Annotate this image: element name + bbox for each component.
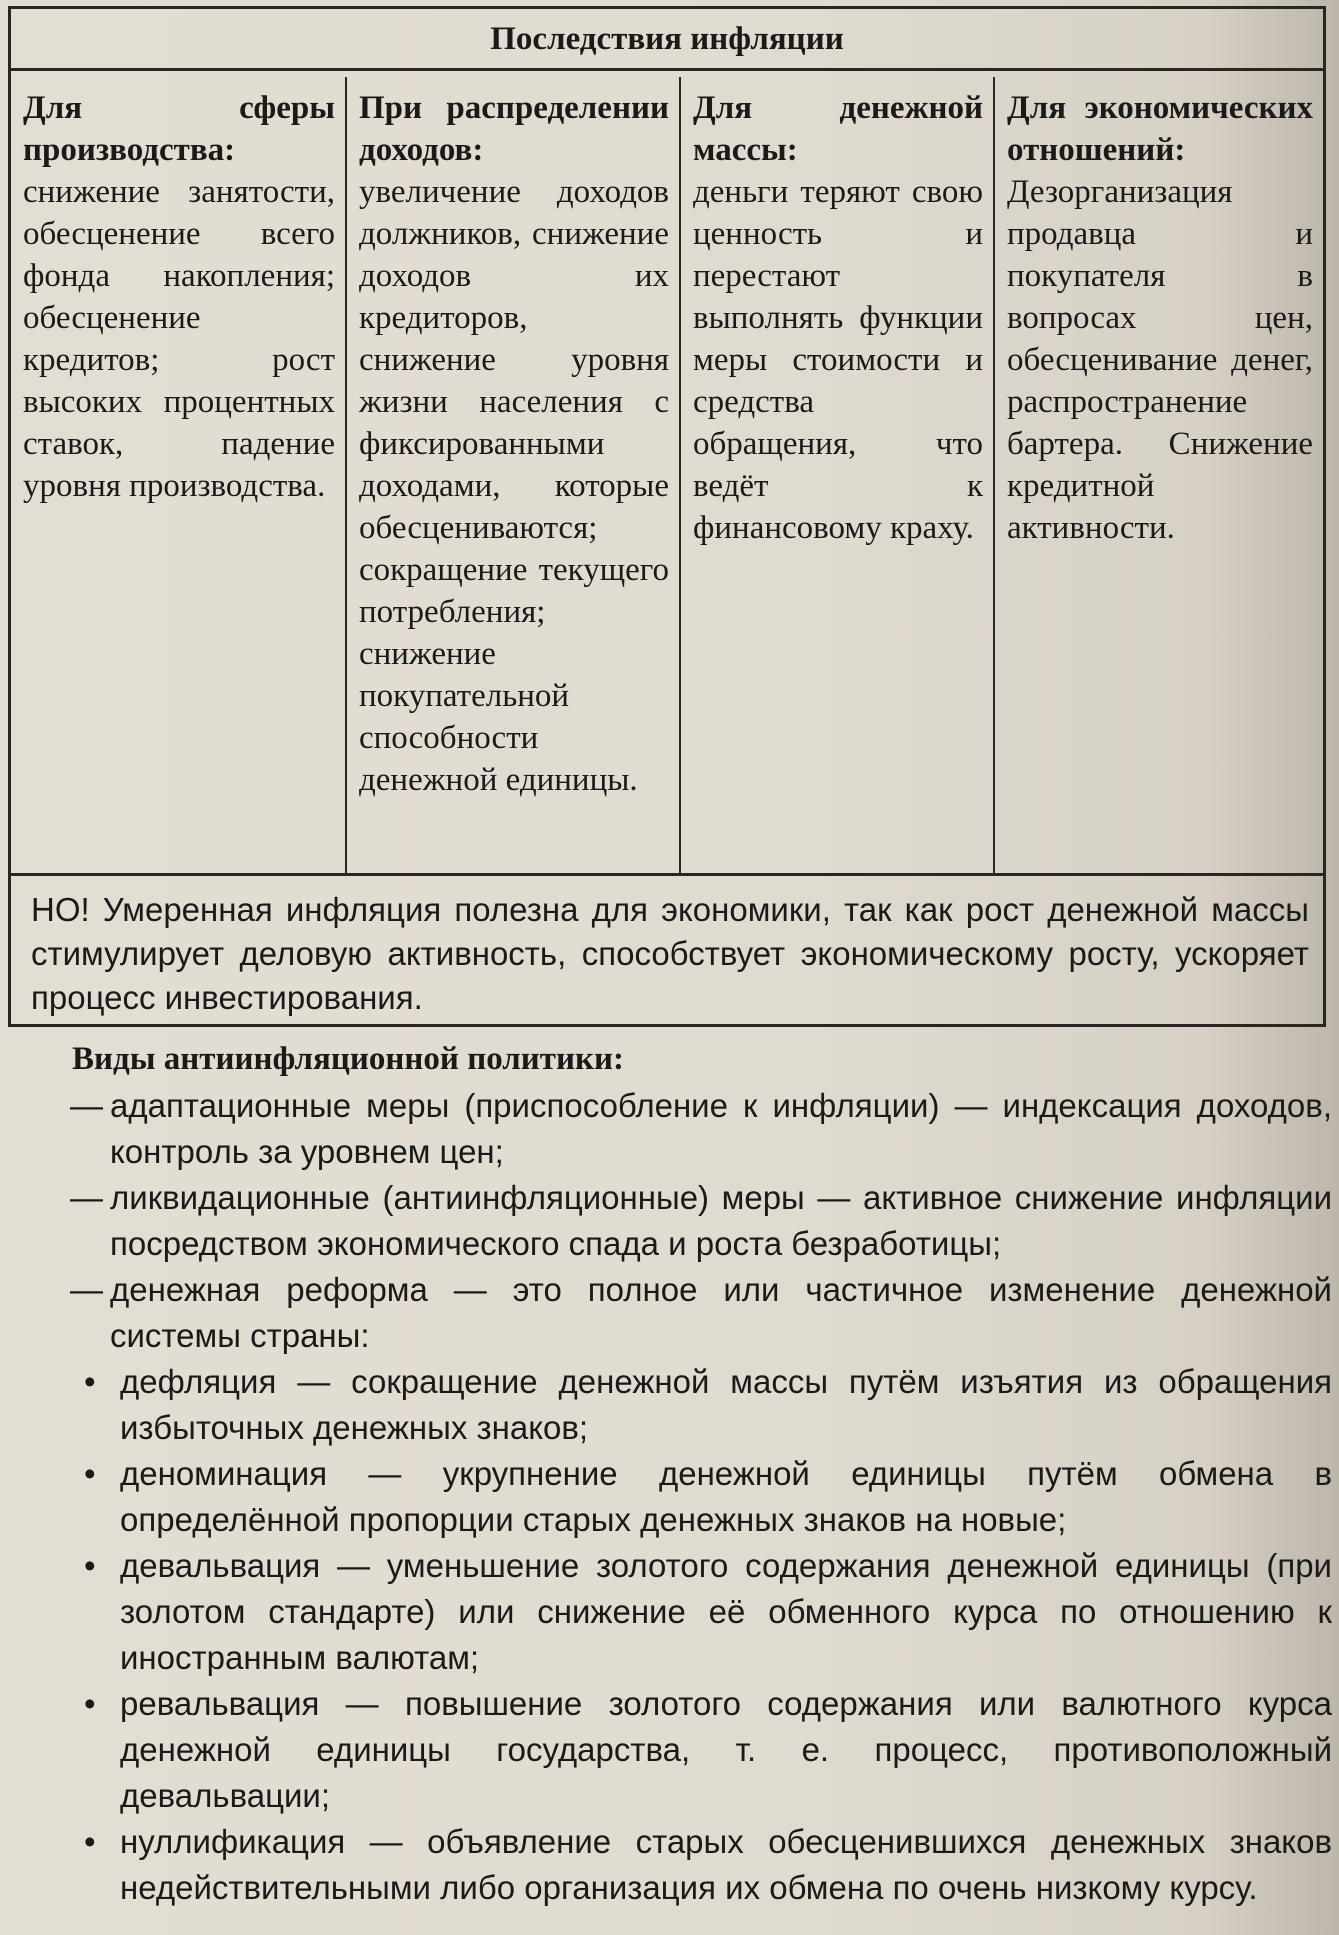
bullet-marker: • xyxy=(84,1547,96,1584)
list-item xyxy=(70,1083,1332,1175)
column-production xyxy=(11,77,347,873)
list-item-text: ликвидационные (антиинфляционные) меры — активное снижение инфляции посредством экономического спада и роста безработицы; xyxy=(110,1179,1332,1262)
column-text: увеличение доходов должников, снижение доходов их кредиторов, снижение уровня жизни населения с фиксированными доходами, которые обесцениваются; сокращение текущего потребления; снижение покупательной способности денежной единицы. xyxy=(359,174,669,798)
list-item-text: денежная реформа — это полное или частичное изменение денежной системы страны: xyxy=(110,1271,1332,1354)
table-title: Последствия инфляции xyxy=(11,9,1323,71)
sub-list-item-text: нуллификация — объявление старых обесценившихся денежных знаков недействительными либо организация их обмена по очень низкому курсу. xyxy=(120,1823,1332,1906)
sub-list-item xyxy=(82,1359,1332,1451)
sub-list-item xyxy=(82,1543,1332,1681)
list-item xyxy=(70,1267,1332,1359)
column-heading: Для экономических отношений: xyxy=(1007,90,1313,168)
sub-list-item-text: девальвация — уменьшение золотого содержания денежной единицы (при золотом стандарте) или снижение её обменного курса по отношению к иностранным валютам; xyxy=(120,1547,1332,1676)
bullet-marker: • xyxy=(84,1455,96,1492)
list-item-text: адаптационные меры (приспособление к инфляции) — индексация доходов, контроль за уровнем цен; xyxy=(110,1087,1332,1170)
column-income-distribution xyxy=(347,77,681,873)
column-money-supply xyxy=(681,77,995,873)
sub-list-item xyxy=(82,1681,1332,1819)
list-item xyxy=(70,1175,1332,1267)
dash-marker: — xyxy=(70,1087,103,1124)
column-text: снижение занятости, обесценение всего фонда накопления; обесценение кредитов; рост высоких процентных ставок, падение уровня производства. xyxy=(23,174,335,504)
sub-list-item xyxy=(82,1451,1332,1543)
sub-list-item xyxy=(82,1819,1332,1911)
sub-list-item-text: дефляция — сокращение денежной массы путём изъятия из обращения избыточных денежных знаков; xyxy=(120,1363,1332,1446)
column-text: деньги теряют свою ценность и перестают выполнять функции меры стоимости и средства обращения, что ведёт к финансовому краху. xyxy=(693,174,983,546)
inflation-consequences-table xyxy=(8,6,1326,1027)
column-heading: Для сферы производства: xyxy=(23,90,335,168)
dash-marker: — xyxy=(70,1179,103,1216)
moderate-inflation-note: НО! Умеренная инфляция полезна для экономики, так как рост денежной массы стимулирует деловую активность, способствует экономическому росту, ускоряет процесс инвестирования. xyxy=(11,873,1323,1024)
sub-list-item-text: деноминация — укрупнение денежной единицы путём обмена в определённой пропорции старых денежных знаков на новые; xyxy=(120,1455,1332,1538)
policies-heading: Виды антиинфляционной политики: xyxy=(72,1041,625,1077)
column-economic-relations xyxy=(995,77,1323,873)
bullet-marker: • xyxy=(84,1823,96,1860)
bullet-marker: • xyxy=(84,1685,96,1722)
bullet-marker: • xyxy=(84,1363,96,1400)
column-heading: Для денежной массы: xyxy=(693,90,983,168)
column-text: Дезорганизация продавца и покупателя в вопросах цен, обесценивание денег, распространение бартера. Снижение кредитной активности. xyxy=(1007,174,1313,546)
sub-list-item-text: ревальвация — повышение золотого содержания или валютного курса денежной единицы государства, т. е. процесс, противоположный девальвации; xyxy=(120,1685,1332,1814)
anti-inflation-policies xyxy=(70,1035,1332,1911)
dash-marker: — xyxy=(70,1271,103,1308)
column-heading: При распределении доходов: xyxy=(359,90,669,168)
